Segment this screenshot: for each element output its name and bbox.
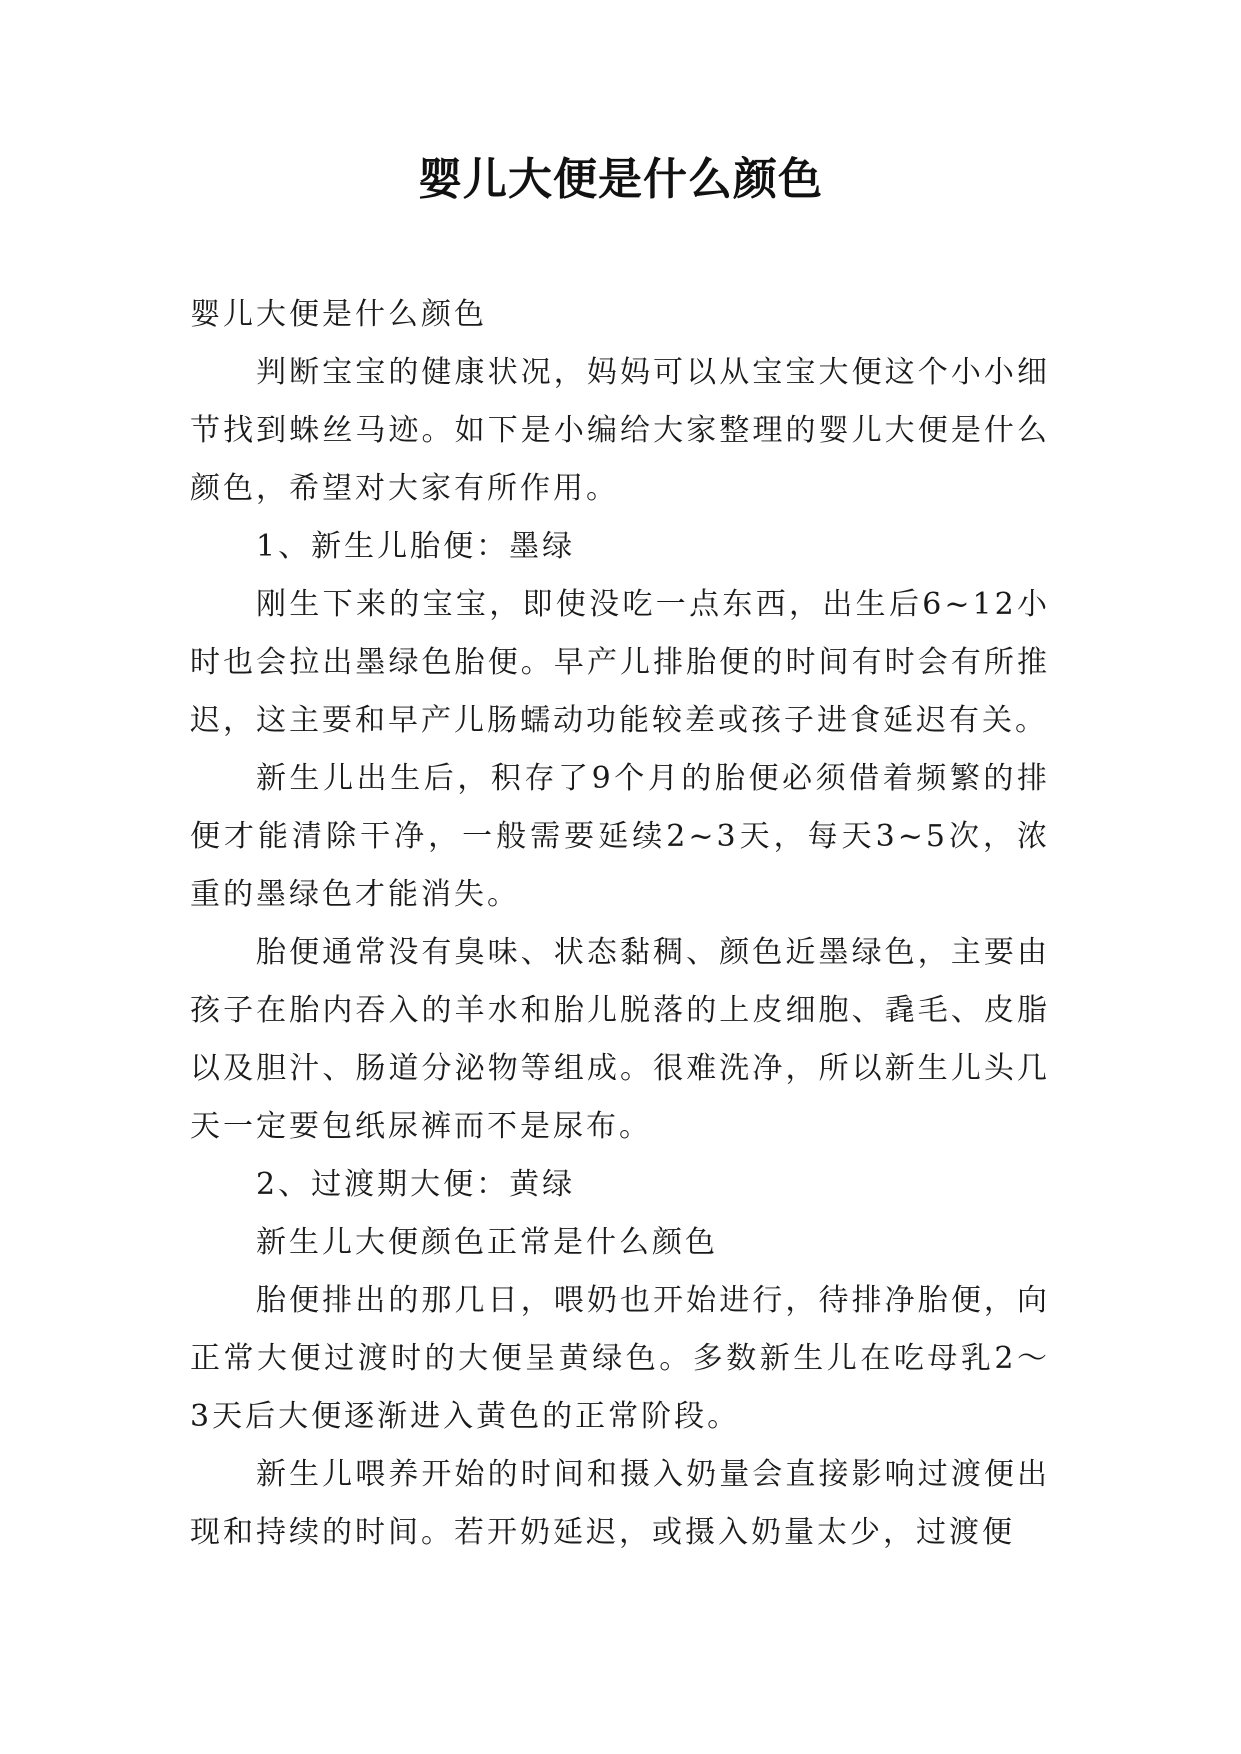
document-body [190,286,1050,1562]
paragraph-subtitle: 婴儿大便是什么颜色 [190,297,487,332]
document-title: 婴儿大便是什么颜色 [418,154,823,205]
section-heading-transitional: 2、过渡期大便：黄绿 [256,1167,576,1202]
paragraph: 判断宝宝的健康状况，妈妈可以从宝宝大便这个小小细节找到蛛丝马迹。如下是小编给大家整理的婴儿大便是什么颜色，希望对大家有所作用。 [190,355,1050,506]
paragraph: 新生儿出生后，积存了9个月的胎便必须借着频繁的排便才能清除干净，一般需要延续2~3天，每天3~5次，浓重的墨绿色才能消失。 [190,761,1050,912]
paragraph: 胎便排出的那几日，喂奶也开始进行，待排净胎便，向正常大便过渡时的大便呈黄绿色。多数新生儿在吃母乳2～3天后大便逐渐进入黄色的正常阶段。 [190,1283,1050,1434]
section-heading-meconium: 1、新生儿胎便：墨绿 [256,529,576,564]
paragraph: 刚生下来的宝宝，即使没吃一点东西，出生后6~12小时也会拉出墨绿色胎便。早产儿排胎便的时间有时会有所推迟，这主要和早产儿肠蠕动功能较差或孩子进食延迟有关。 [190,587,1050,738]
paragraph: 新生儿喂养开始的时间和摄入奶量会直接影响过渡便出现和持续的时间。若开奶延迟，或摄入奶量太少，过渡便 [190,1457,1050,1550]
paragraph: 胎便通常没有臭味、状态黏稠、颜色近墨绿色，主要由孩子在胎内吞入的羊水和胎儿脱落的上皮细胞、毳毛、皮脂以及胆汁、肠道分泌物等组成。很难洗净，所以新生儿头几天一定要包纸尿裤而不是尿布。 [190,935,1050,1144]
paragraph: 新生儿大便颜色正常是什么颜色 [256,1225,718,1260]
